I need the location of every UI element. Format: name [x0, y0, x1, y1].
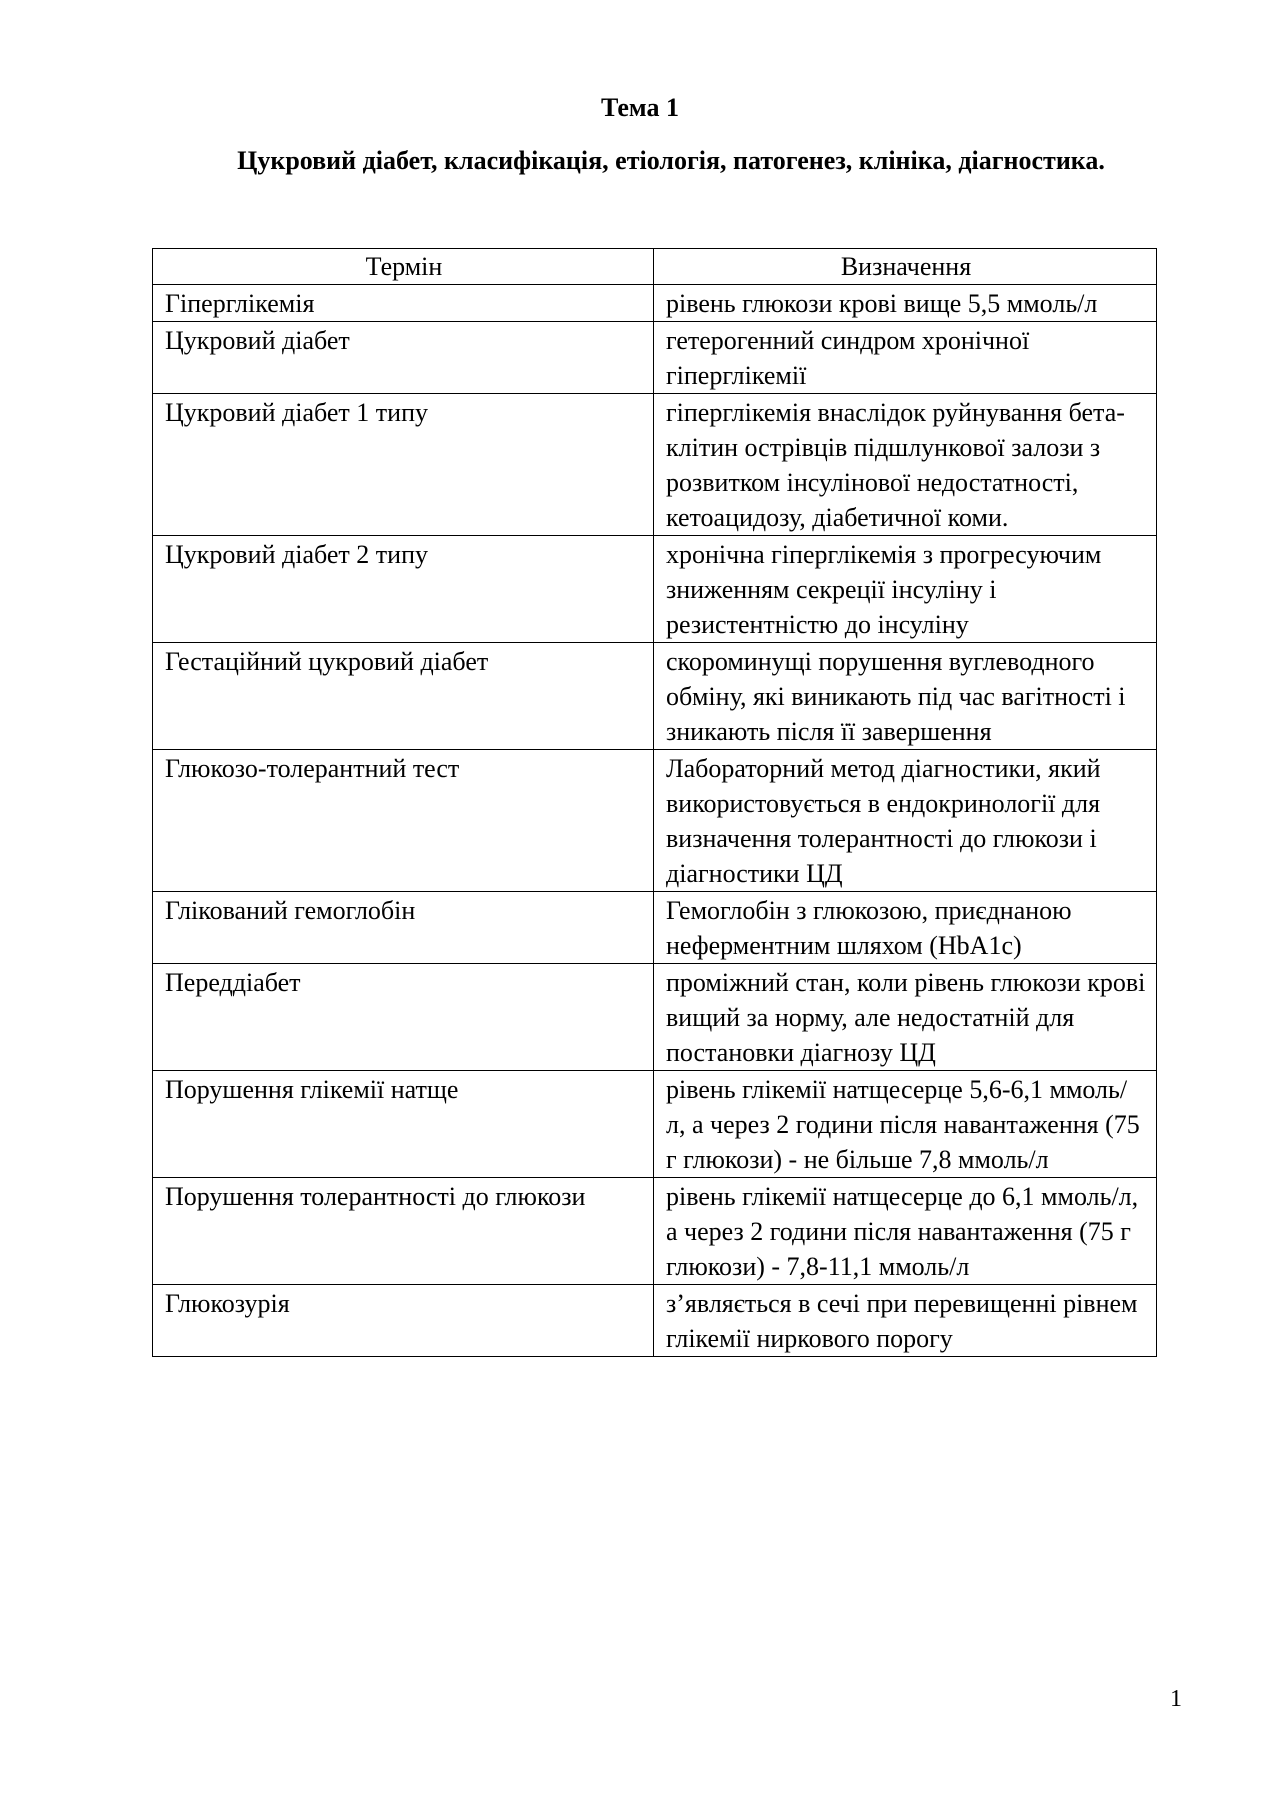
- table-header-row: [153, 249, 1157, 285]
- definition-cell: проміжний стан, коли рівень глюкози крові вищий за норму, але недостатній для постановки діагнозу ЦД: [654, 964, 1157, 1071]
- table-row: [153, 1285, 1157, 1357]
- page-title: Тема 1: [601, 93, 679, 122]
- definition-cell: з’являється в сечі при перевищенні рівнем глікемії ниркового порогу: [654, 1285, 1157, 1357]
- definition-cell: скороминущі порушення вуглеводного обміну, які виникають під час вагітності і зникають після її завершення: [654, 643, 1157, 750]
- term-cell: Цукровий діабет 2 типу: [153, 536, 654, 643]
- table-row: [153, 536, 1157, 643]
- page-number: 1: [1170, 1686, 1182, 1712]
- table-row: [153, 750, 1157, 892]
- definition-cell: рівень глюкози крові вище 5,5 ммоль/л: [654, 285, 1157, 322]
- term-cell: Гіперглікемія: [153, 285, 654, 322]
- definition-cell: хронічна гіперглікемія з прогресуючим зниженням секреції інсуліну і резистентністю до інсуліну: [654, 536, 1157, 643]
- term-cell: Цукровий діабет 1 типу: [153, 394, 654, 536]
- term-cell: Переддіабет: [153, 964, 654, 1071]
- table-row: [153, 285, 1157, 322]
- definition-cell: гіперглікемія внаслідок руйнування бета-клітин острівців підшлункової залози з розвитком інсулінової недостатності, кетоацидозу, діабетичної коми.: [654, 394, 1157, 536]
- table-row: [153, 1178, 1157, 1285]
- term-cell: Цукровий діабет: [153, 322, 654, 394]
- table-row: [153, 964, 1157, 1071]
- terms-table: [152, 248, 1157, 1357]
- term-cell: Глікований гемоглобін: [153, 892, 654, 964]
- table-row: [153, 643, 1157, 750]
- definition-cell: рівень глікемії натщесерце 5,6-6,1 ммоль/л, а через 2 години після навантаження (75 г глюкози) - не більше 7,8 ммоль/л: [654, 1071, 1157, 1178]
- definition-cell: гетерогенний синдром хронічної гіперглікемії: [654, 322, 1157, 394]
- table-row: [153, 394, 1157, 536]
- term-cell: Порушення глікемії натще: [153, 1071, 654, 1178]
- column-header-definition: Визначення: [654, 249, 1157, 285]
- term-cell: Глюкозо-толерантний тест: [153, 750, 654, 892]
- table-row: [153, 892, 1157, 964]
- term-cell: Глюкозурія: [153, 1285, 654, 1357]
- column-header-term: Термін: [153, 249, 654, 285]
- page-subtitle: Цукровий діабет, класифікація, етіологія, патогенез, клініка, діагностика.: [237, 146, 1105, 175]
- definition-cell: Гемоглобін з глюкозою, приєднаною неферментним шляхом (HbA1c): [654, 892, 1157, 964]
- table-row: [153, 322, 1157, 394]
- definition-cell: Лабораторний метод діагностики, який використовується в ендокринології для визначення толерантності до глюкози і діагностики ЦД: [654, 750, 1157, 892]
- term-cell: Гестаційний цукровий діабет: [153, 643, 654, 750]
- table-row: [153, 1071, 1157, 1178]
- term-cell: Порушення толерантності до глюкози: [153, 1178, 654, 1285]
- definition-cell: рівень глікемії натщесерце до 6,1 ммоль/л, а через 2 години після навантаження (75 г глюкози) - 7,8-11,1 ммоль/л: [654, 1178, 1157, 1285]
